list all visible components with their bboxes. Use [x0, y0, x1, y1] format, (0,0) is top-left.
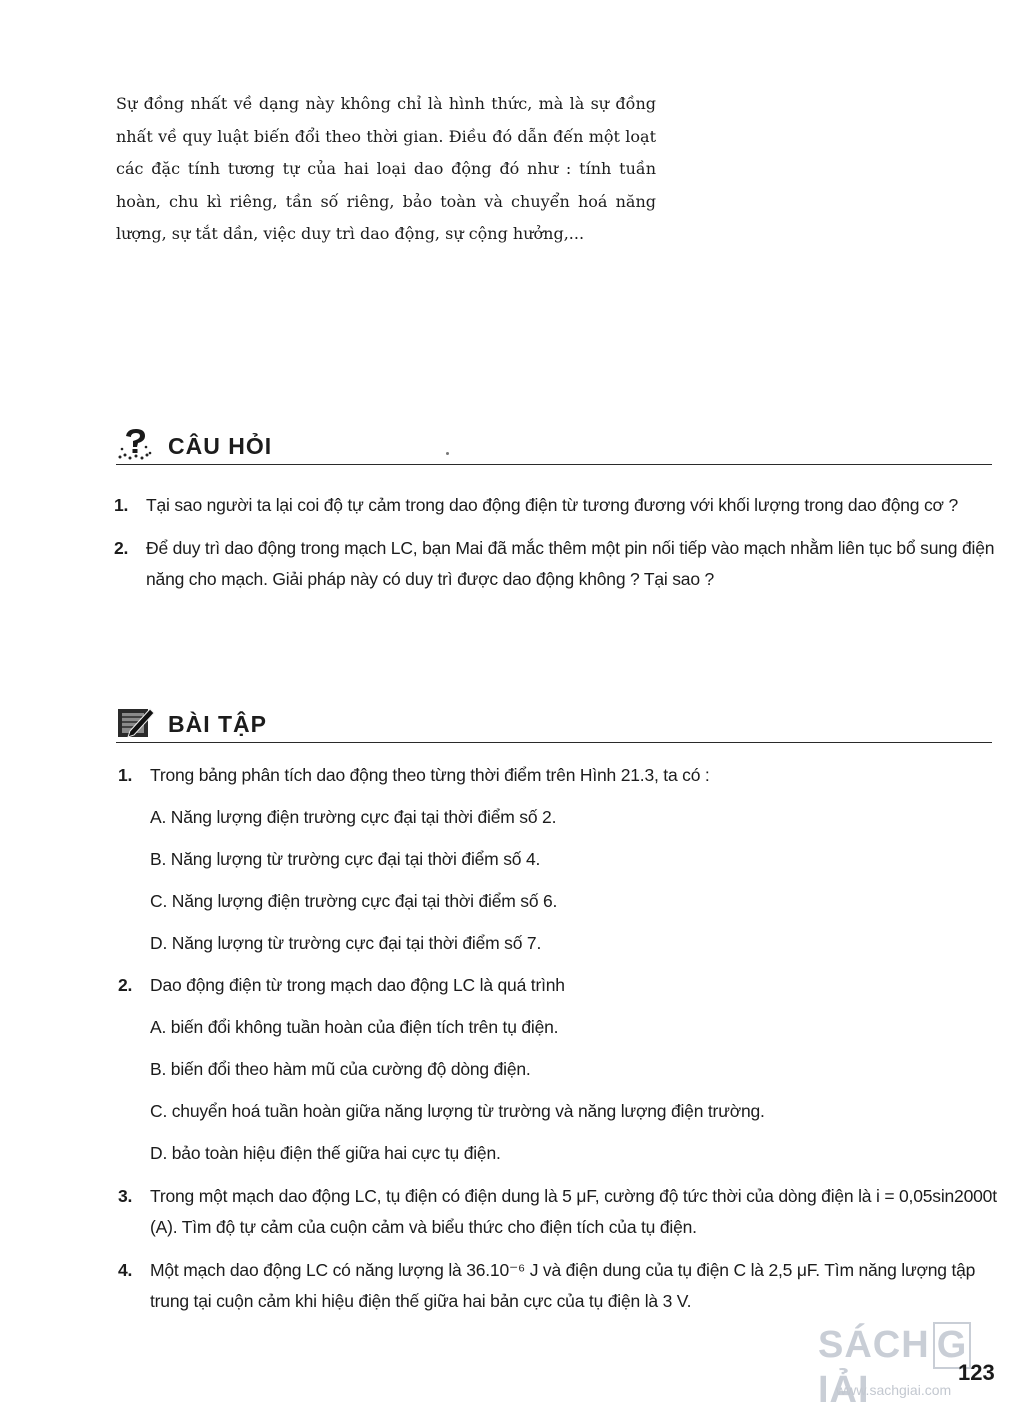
questions-section-header: [116, 424, 992, 465]
exercise-text: Một mạch dao động LC có năng lượng là 36.10⁻⁶ J và điện dung của tụ điện C là 2,5 μF. Tìm năng lượng tập trung tại cuộn cảm khi hiệu điện thế giữa hai bản cực của tụ điện là 3 V.: [150, 1260, 976, 1311]
exercise-item-1: [118, 760, 1002, 959]
question-mark-icon: [116, 427, 156, 461]
exercise-text: Trong một mạch dao động LC, tụ điện có điện dung là 5 μF, cường độ tức thời của dòng điện là i = 0,05sin2000t (A). Tìm độ tự cảm của cuộn cảm và biểu thức cho điện tích của tụ điện.: [150, 1186, 997, 1237]
watermark-brand: SÁCH GIẢI: [818, 1322, 1024, 1412]
exercise-option: B. biến đổi theo hàm mũ của cường độ dòng điện.: [150, 1059, 531, 1079]
exercise-item-4: [118, 1255, 1002, 1317]
question-number: 2.: [114, 538, 129, 558]
exercise-option: D. Năng lượng từ trường cực đại tại thời điểm số 7.: [150, 933, 542, 953]
exercises-section-header: [116, 702, 992, 743]
question-text: Tại sao người ta lại coi độ tự cảm trong dao động điện từ tương đương với khối lượng trong dao động cơ ?: [146, 495, 958, 515]
exercise-option: A. biến đổi không tuần hoàn của điện tích trên tụ điện.: [150, 1017, 559, 1037]
exercise-number: 3.: [118, 1186, 133, 1206]
exercise-number: 4.: [118, 1260, 133, 1280]
watermark-url: www.sachgiai.com: [836, 1382, 952, 1398]
exercise-text: Dao động điện từ trong mạch dao động LC là quá trình: [150, 975, 565, 995]
page-number: 123: [958, 1360, 995, 1385]
exercises-list: [118, 760, 1002, 1317]
exercise-text: Trong bảng phân tích dao động theo từng thời điểm trên Hình 21.3, ta có :: [150, 765, 710, 785]
exercise-item-3: [118, 1181, 1002, 1243]
exercise-number: 1.: [118, 765, 133, 785]
intro-paragraph: Sự đồng nhất về dạng này không chỉ là hình thức, mà là sự đồng nhất về quy luật biến đổi theo thời gian. Điều đó dẫn đến một loạt các đặc tính tương tự của hai loại dao động đó như : tính tuần hoàn, chu kì riêng, tần số riêng, bảo toàn và chuyển hoá năng lượng, sự tắt dần, việc duy trì dao động, sự cộng hưởng,...: [116, 94, 656, 244]
exercise-option: C. Năng lượng điện trường cực đại tại thời điểm số 6.: [150, 891, 558, 911]
exercise-option: B. Năng lượng từ trường cực đại tại thời điểm số 4.: [150, 849, 541, 869]
exercises-section-title: BÀI TẬP: [168, 711, 267, 737]
exercise-number: 2.: [118, 975, 133, 995]
pencil-notepad-icon: [116, 705, 156, 739]
exercise-item-2: [118, 970, 1002, 1169]
question-text: Để duy trì dao động trong mạch LC, bạn Mai đã mắc thêm một pin nối tiếp vào mạch nhằm liên tục bổ sung điện năng cho mạch. Giải pháp này có duy trì được dao động không ? Tại sao ?: [146, 538, 995, 589]
question-number: 1.: [114, 495, 129, 515]
stray-dot: [446, 452, 449, 455]
exercise-option: C. chuyển hoá tuần hoàn giữa năng lượng từ trường và năng lượng điện trường.: [150, 1101, 765, 1121]
question-item-2: [114, 533, 998, 595]
exercise-option: A. Năng lượng điện trường cực đại tại thời điểm số 2.: [150, 807, 557, 827]
exercise-option: D. bảo toàn hiệu điện thế giữa hai cực tụ điện.: [150, 1143, 501, 1163]
question-item-1: [114, 490, 998, 521]
questions-list: [114, 490, 998, 595]
questions-section-title: CÂU HỎI: [168, 433, 273, 459]
